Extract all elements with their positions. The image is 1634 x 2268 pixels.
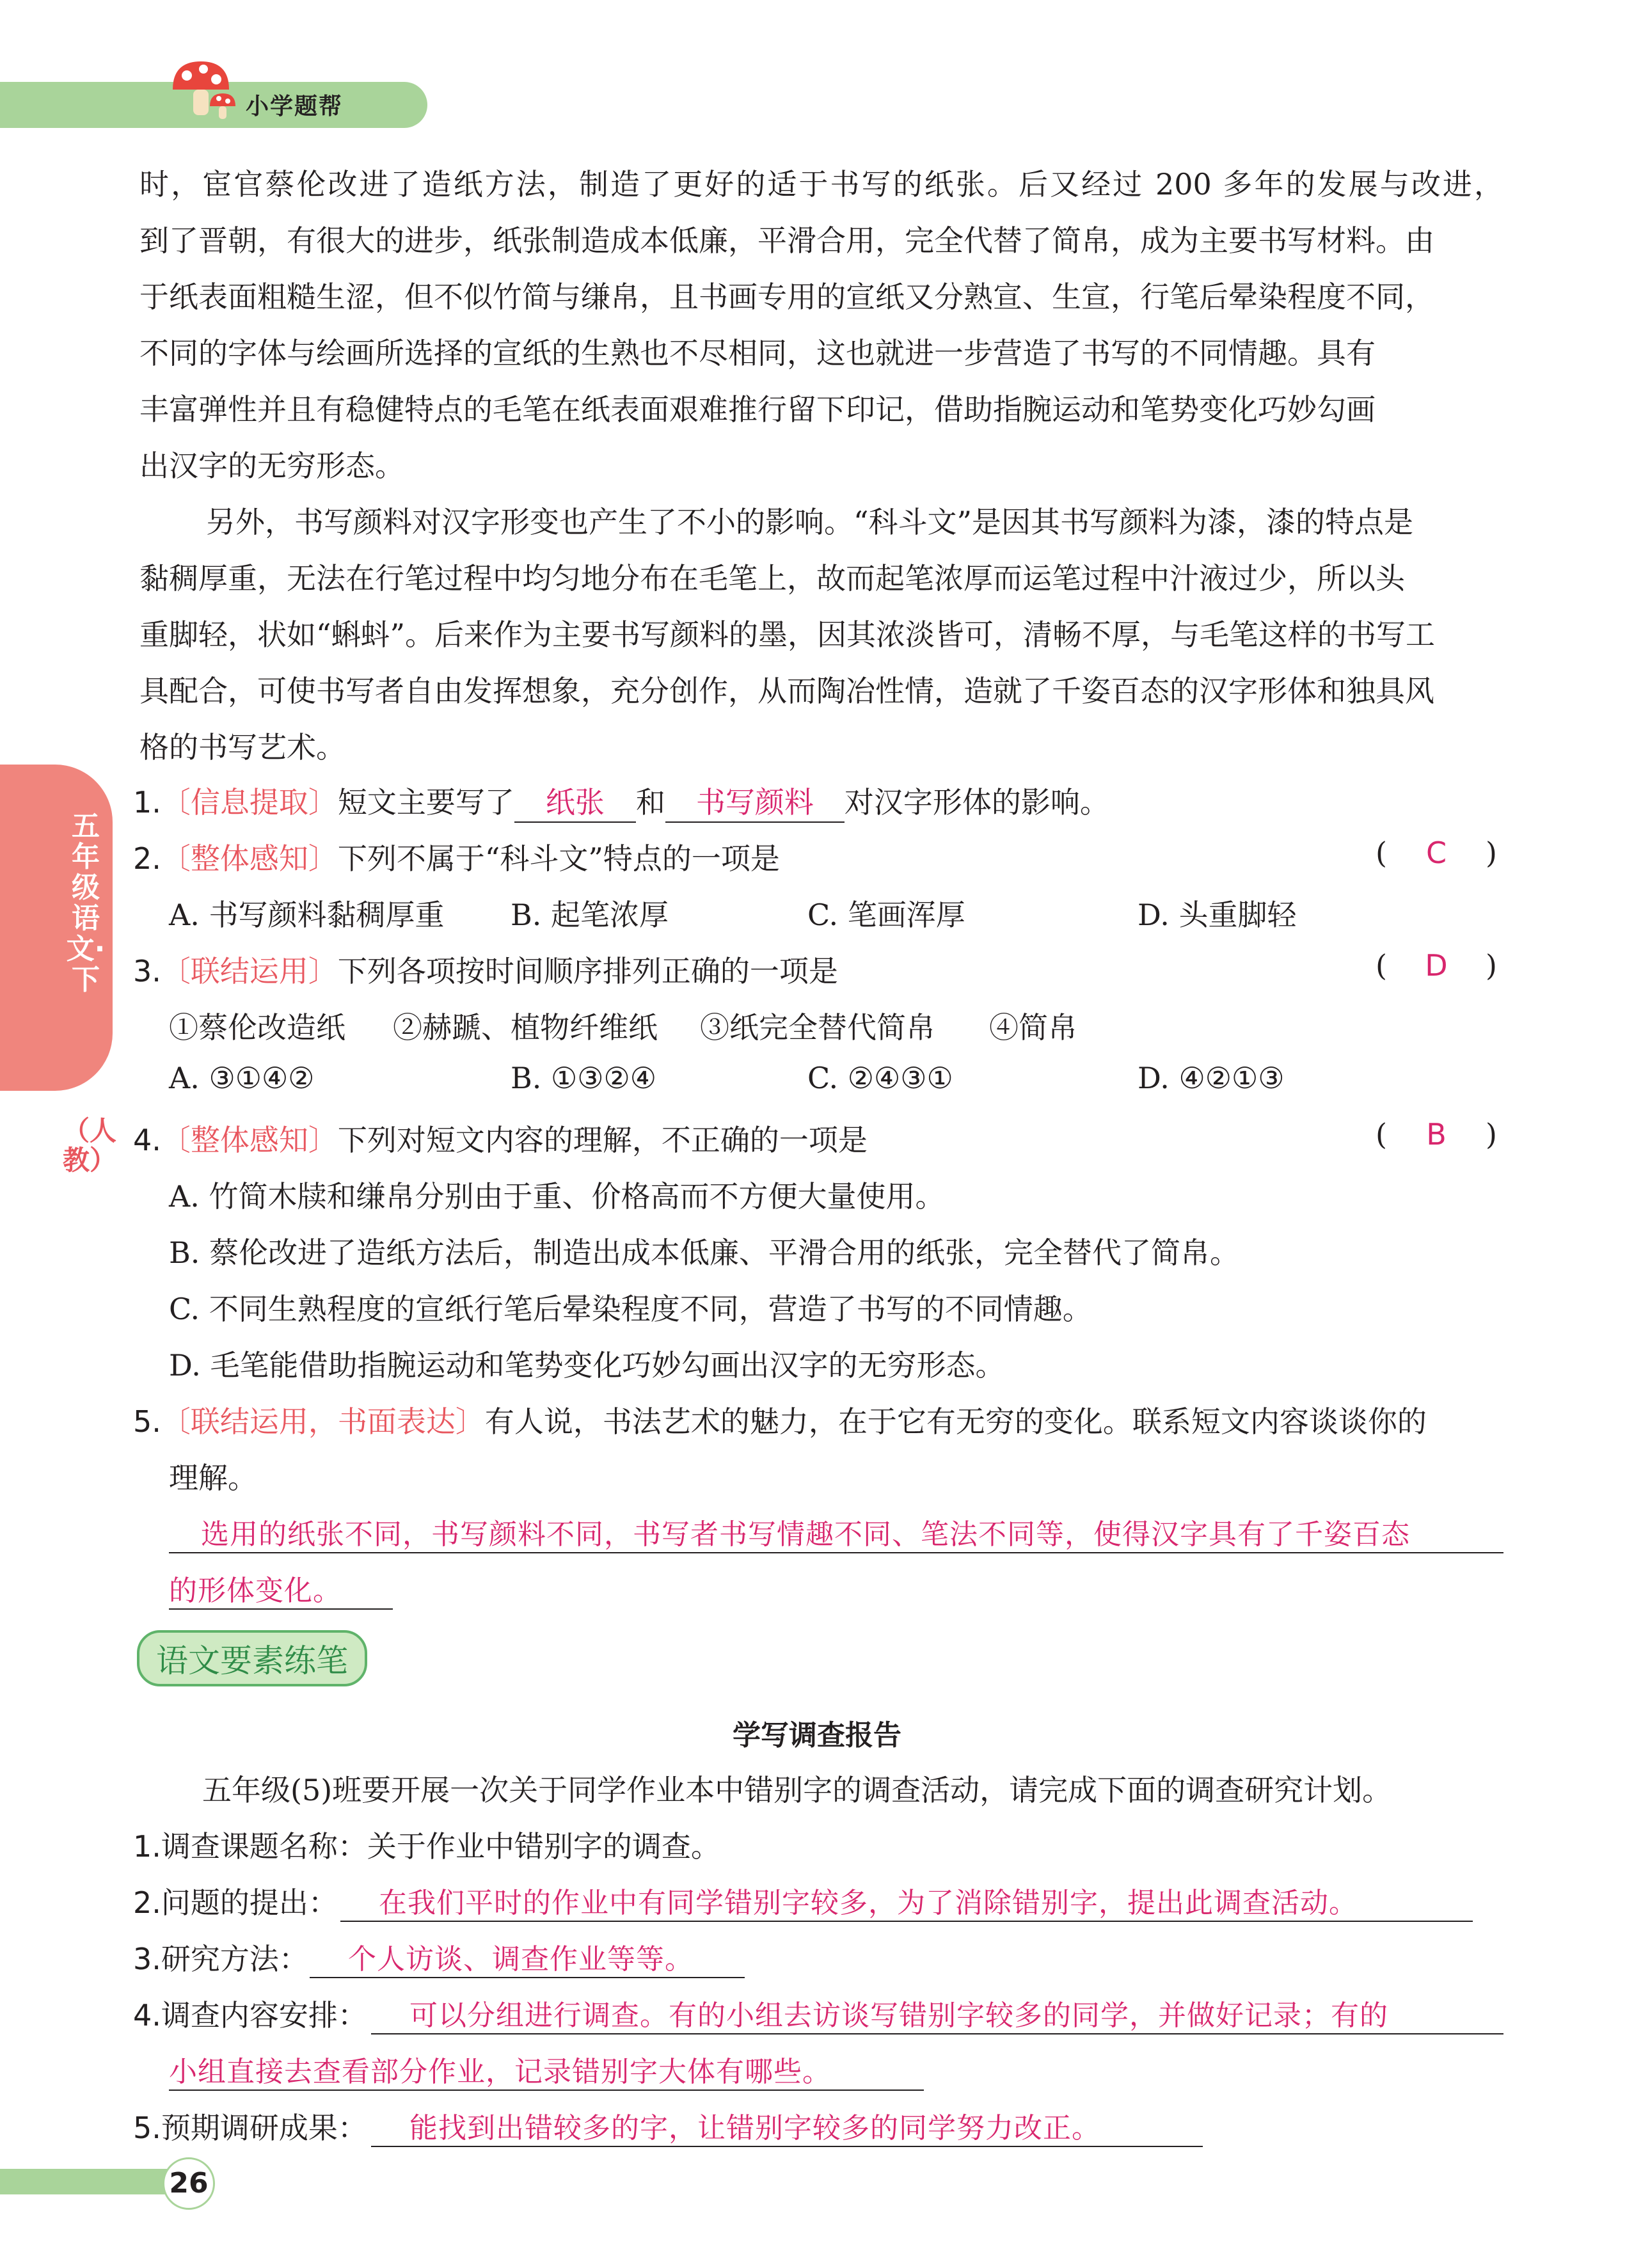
question-tag: 〔信息提取〕 (161, 785, 338, 820)
question-5: 5.〔联结运用，书面表达〕有人说，书法艺术的魅力，在于它有无穷的变化。联系短文内容谈谈你的 (133, 1404, 1427, 1439)
question-tag: 〔联结运用〕 (161, 954, 338, 988)
answer-line: 的形体变化。 (169, 1567, 393, 1610)
option: B. 起笔浓厚 (511, 898, 669, 932)
page-number: 26 (163, 2157, 215, 2210)
question-3: 3.〔联结运用〕下列各项按时间顺序排列正确的一项是 (133, 954, 838, 988)
passage-line: 另外，书写颜料对汉字形变也产生了不小的影响。“科斗文”是因其书写颜料为漆，漆的特点是 (206, 505, 1414, 539)
question-tag: 〔整体感知〕 (161, 841, 338, 876)
answer-blank: 书写颜料 (665, 779, 845, 823)
passage-line: 时，宦官蔡伦改进了造纸方法，制造了更好的适于书写的纸张。后又经过 200 多年的发展与改进， (139, 167, 1503, 202)
passage-line: 格的书写艺术。 (139, 730, 345, 765)
choice-answer: C (1425, 836, 1447, 870)
passage-line: 重脚轻，状如“蝌蚪”。后来作为主要书写颜料的墨，因其浓淡皆可，清畅不厚，与毛笔这样的书写工 (139, 617, 1436, 652)
answer-line: 小组直接去查看部分作业，记录错别字大体有哪些。 (169, 2049, 924, 2091)
plan-item-2: 2.问题的提出： (133, 1885, 338, 1920)
question-1: 1.〔信息提取〕短文主要写了 纸张 和 书写颜料 对汉字形体的影响。 (133, 779, 1109, 823)
passage-line: 具配合，可使书写者自由发挥想象，充分创作，从而陶冶性情，造就了千姿百态的汉字形体和独具风 (139, 674, 1434, 708)
choice-answer: B (1426, 1117, 1447, 1152)
plan-item-4: 4.调查内容安排： (133, 1998, 367, 2033)
option: C. 笔画浑厚 (807, 898, 965, 932)
answer-line: 选用的纸张不同，书写颜料不同，书写者书写情趣不同、笔法不同等，使得汉字具有了千姿百态 (169, 1511, 1503, 1553)
option: A. 书写颜料黏稠厚重 (169, 898, 445, 932)
header-title: 小学题帮 (246, 93, 344, 120)
side-tab-grade: 五年级语文·下 (66, 810, 106, 996)
option: B. 蔡伦改进了造纸方法后，制造出成本低廉、平滑合用的纸张，完全替代了简帛。 (169, 1235, 1240, 1270)
passage-line: 出汉字的无穷形态。 (139, 448, 404, 483)
option: C. 不同生熟程度的宣纸行笔后晕染程度不同，营造了书写的不同情趣。 (169, 1292, 1092, 1326)
option: B. ①③②④ (511, 1061, 657, 1095)
question-2: 2.〔整体感知〕下列不属于“科斗文”特点的一项是 (133, 841, 780, 876)
side-tab-publisher: （人教） (63, 1115, 117, 1176)
question-5-cont: 理解。 (169, 1461, 257, 1495)
passage-line: 到了晋朝，有很大的进步，纸张制造成本低廉，平滑合用，完全代替了简帛，成为主要书写材料。由 (139, 223, 1434, 258)
answer-line: 能找到出错较多的字，让错别字较多的同学努力改正。 (371, 2105, 1203, 2147)
option: A. ③①④② (169, 1061, 315, 1095)
answer-line: 个人访谈、调查作业等等。 (310, 1936, 745, 1978)
option: D. ④②①③ (1138, 1061, 1285, 1095)
option: C. ②④③① (807, 1061, 953, 1095)
option: D. 毛笔能借助指腕运动和笔势变化巧妙勾画出汉字的无穷形态。 (169, 1348, 1005, 1383)
option: D. 头重脚轻 (1138, 898, 1297, 932)
answer-paren: ( B ) (1376, 1117, 1497, 1152)
question-tag: 〔联结运用，书面表达〕 (161, 1404, 485, 1439)
answer-line: 可以分组进行调查。有的小组去访谈写错别字较多的同学，并做好记录；有的 (371, 1992, 1503, 2034)
question-tag: 〔整体感知〕 (161, 1123, 338, 1157)
passage-line: 于纸表面粗糙生涩，但不似竹简与缣帛，且书画专用的宣纸又分熟宣、生宣，行笔后晕染程度不同， (139, 280, 1434, 314)
plan-item-3: 3.研究方法： (133, 1942, 308, 1976)
question-4: 4.〔整体感知〕下列对短文内容的理解，不正确的一项是 (133, 1123, 868, 1157)
answer-blank: 纸张 (514, 779, 636, 823)
mushroom-icon (168, 56, 238, 127)
plan-item-1: 1.调查课题名称：关于作业中错别字的调查。 (133, 1829, 720, 1864)
sequence-item: ②赫蹏、植物纤维纸 (393, 1010, 658, 1045)
section-intro: 五年级(5)班要开展一次关于同学作业本中错别字的调查活动，请完成下面的调查研究计划。 (202, 1773, 1392, 1807)
option: A. 竹简木牍和缣帛分别由于重、价格高而不方便大量使用。 (169, 1179, 945, 1214)
plan-item-5: 5.预期调研成果： (133, 2111, 367, 2145)
answer-paren: ( D ) (1376, 948, 1497, 983)
answer-paren: ( C ) (1376, 836, 1497, 870)
answer-line: 在我们平时的作业中有同学错别字较多，为了消除错别字，提出此调查活动。 (340, 1880, 1473, 1922)
sequence-item: ①蔡伦改造纸 (169, 1010, 345, 1045)
passage-line: 不同的字体与绘画所选择的宣纸的生熟也不尽相同，这也就进一步营造了书写的不同情趣。具有 (139, 336, 1376, 370)
section-title: 学写调查报告 (733, 1719, 901, 1752)
passage-line: 黏稠厚重，无法在行笔过程中均匀地分布在毛笔上，故而起笔浓厚而运笔过程中汁液过少，所以头 (139, 561, 1405, 596)
sequence-item: ④简帛 (989, 1010, 1077, 1045)
section-badge: 语文要素练笔 (137, 1630, 367, 1686)
choice-answer: D (1425, 948, 1448, 983)
passage-line: 丰富弹性并且有稳健特点的毛笔在纸表面艰难推行留下印记，借助指腕运动和笔势变化巧妙勾画 (139, 392, 1376, 427)
sequence-item: ③纸完全替代简帛 (700, 1010, 935, 1045)
